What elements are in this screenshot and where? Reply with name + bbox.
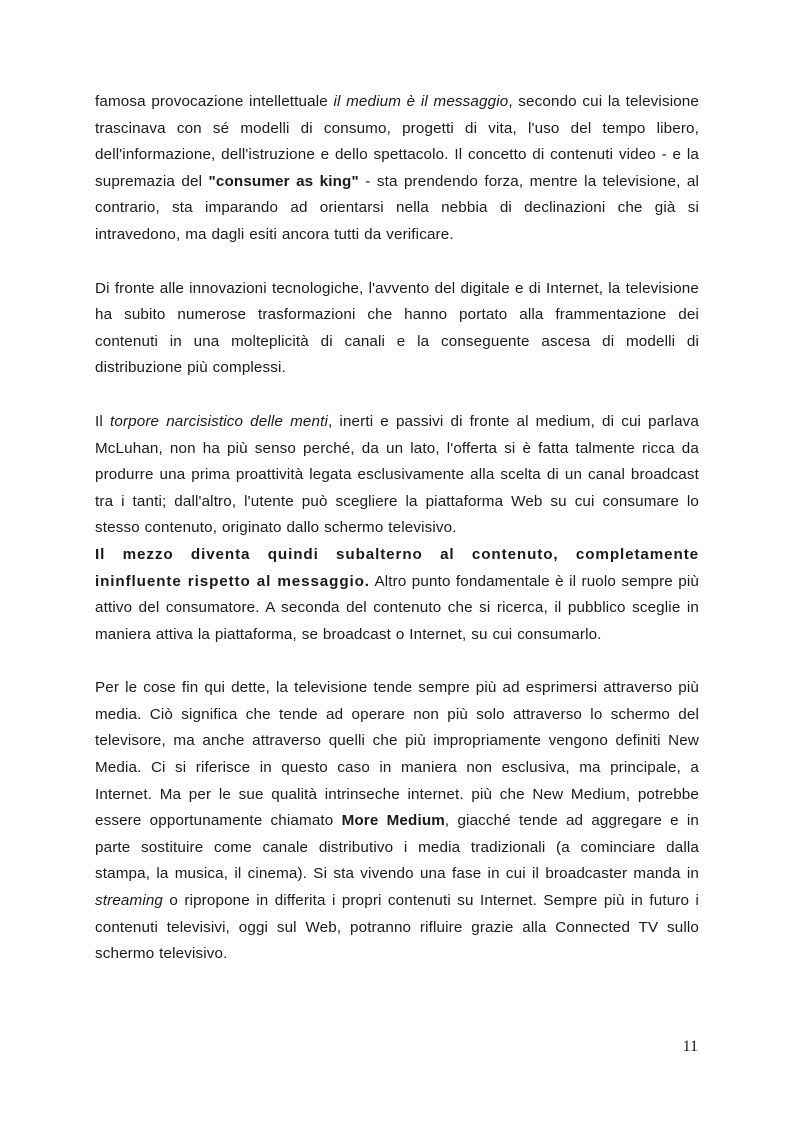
document-body	[95, 89, 699, 968]
italic-phrase: streaming	[95, 892, 164, 910]
text-run: Altro punto fondamentale è il ruolo sempre più attivo del consumatore. A seconda del contenuto che si ricerca, il pubblico sceglie in maniera attiva la piattaforma, se broadcast o Internet, su cui consumarlo.	[95, 572, 699, 643]
bold-phrase: "consumer as king"	[208, 172, 359, 190]
text-run: - sta prendendo forza, mentre la televisione, al contrario, sta imparando ad orientarsi nella nebbia di declinazioni che già si intravedono, ma dagli esiti ancora tutti da verificare.	[95, 172, 699, 243]
text-run: famosa provocazione intellettuale	[95, 93, 334, 110]
text-run: o ripropone in differita i propri contenuti su Internet. Sempre più in futuro i contenuti televisivi, oggi sul Web, potranno rifluire grazie alla Connected TV sullo schermo televisivo.	[95, 892, 699, 963]
paragraph-1	[95, 89, 699, 249]
text-run: Il	[95, 412, 110, 430]
paragraph-3	[95, 409, 699, 542]
bold-statement: Il mezzo diventa quindi subalterno al contenuto, completamente ininfluente rispetto al messaggio.	[95, 545, 699, 590]
text-run: , secondo cui la televisione trascinava con sé modelli di consumo, progetti di vita, l'uso del tempo libero, dell'informazione, dell'istruzione e dello spettacolo. Il concetto di contenuti video - e la supremazia del	[95, 93, 700, 190]
bold-phrase: More Medium	[341, 812, 445, 830]
italic-quote: il medium è il messaggio	[333, 93, 509, 110]
paragraph-5	[95, 675, 699, 968]
paragraph-2	[95, 276, 699, 382]
paragraph-4	[95, 542, 699, 648]
text-run: , giacché tende ad aggregare e in parte sostituire come canale distributivo i media tradizionali (a cominciare dalla stampa, la musica, il cinema). Si sta vivendo una fase in cui il broadcaster manda in	[95, 812, 699, 883]
text-run: , inerti e passivi di fronte al medium, di cui parlava McLuhan, non ha più senso perché, da un lato, l'offerta si è fatta talmente ricca da produrre una prima proattività legata esclusivamente alla scelta di un canal broadcast tra i tanti; dall'altro, l'utente può scegliere la piattaforma Web su cui consumare lo stesso contenuto, originato dallo schermo televisivo.	[95, 412, 700, 537]
text-run: Per le cose fin qui dette, la televisione tende sempre più ad esprimersi attraverso più media. Ciò significa che tende ad operare non più solo attraverso lo schermo del televisore, ma anche attraverso quelli che più impropriamente vengono definiti New Media. Ci si riferisce in questo caso in maniera non esclusiva, ma principale, a Internet. Ma per le sue qualità intrinseche internet. più che New Medium, potrebbe essere opportunamente chiamato	[95, 679, 699, 830]
page-number: 11	[682, 1038, 698, 1055]
italic-phrase: torpore narcisistico delle menti	[109, 412, 328, 430]
text-run: Di fronte alle innovazioni tecnologiche, l'avvento del digitale e di Internet, la televisione ha subito numerose trasformazioni che hanno portato alla frammentazione dei contenuti in una molteplicità di canali e la conseguente ascesa di modelli di distribuzione più complessi.	[95, 279, 699, 377]
